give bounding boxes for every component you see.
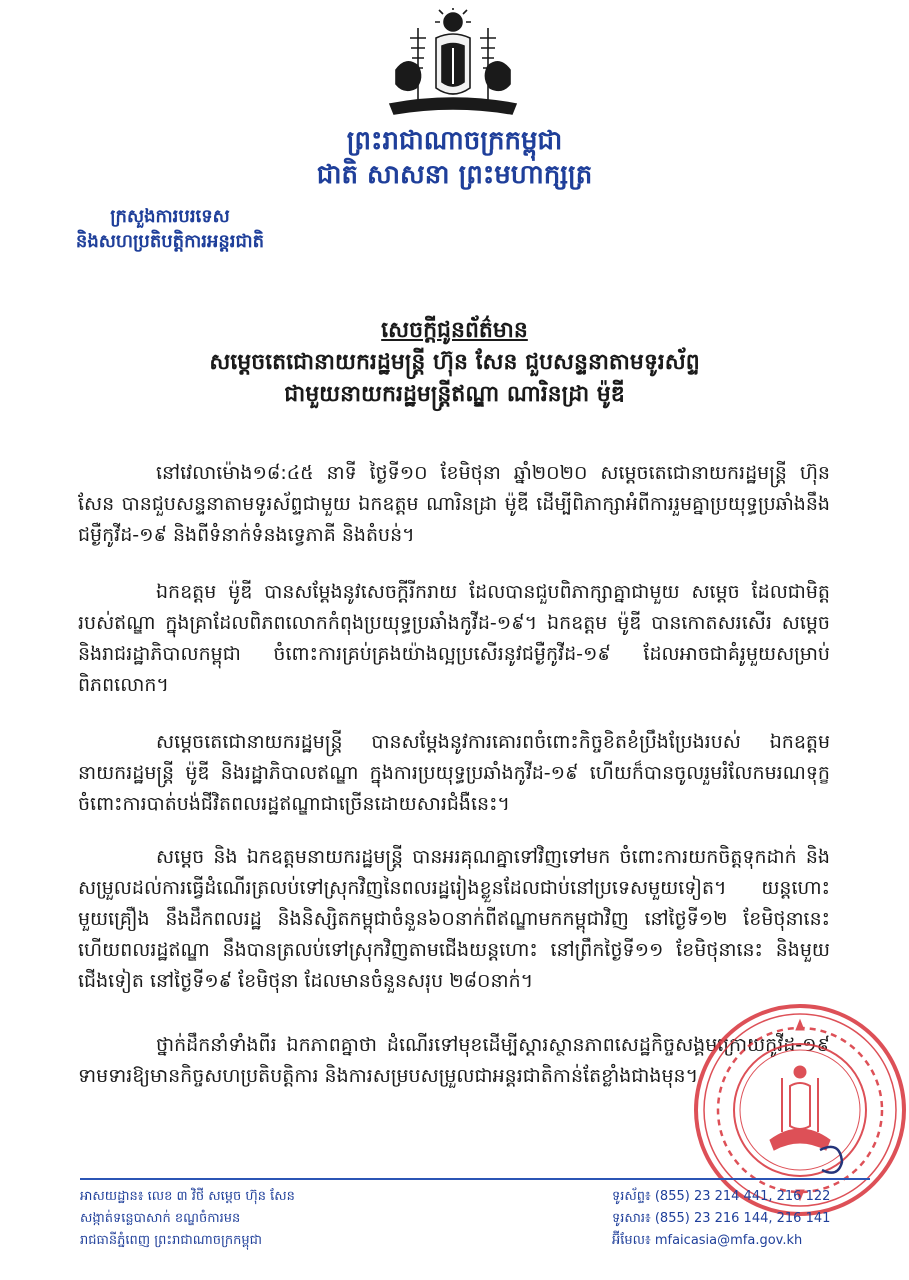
body-paragraph-2: ឯកឧត្តម ម៉ូឌី បានសម្តែងនូវសេចក្តីរីករាយ ដែលបានជួបពិភាក្សាគ្នាជាមួយ សម្តេច ដែលជាមិត្តរបស់ឥណ្ឌា ក្នុងគ្រាដែលពិភពលោកកំពុងប្រយុទ្ធប្រឆាំងកូវីដ-១៩។ ឯកឧត្តម ម៉ូឌី បានកោតសរសើរ សម្តេច និងរាជរដ្ឋាភិបាលកម្ពុជា ចំពោះការគ្រប់គ្រងយ៉ាងល្អប្រសើរនូវជម្ងឺកូវីដ-១៩ ដែលអាចជាគំរូមួយសម្រាប់ពិភពលោក។ [78,581,830,696]
address-line-3: រាជធានីភ្នំពេញ ព្រះរាជាណាចក្រកម្ពុជា [80,1233,262,1248]
document-title-line2: ជាមួយនាយករដ្ឋមន្ត្រីឥណ្ឌា ណារិនដ្រា ម៉ូឌី [284,382,625,407]
footer-address [80,1186,500,1252]
body-paragraph-5: ថ្នាក់ដឹកនាំទាំងពីរ ឯកភាពគ្នាថា ដំណើរទៅមុខដើម្បីស្តារស្ថានភាពសេដ្ឋកិច្ចសង្គមក្រោយកូវីដ-១៩ ទាមទារឱ្យមានកិច្ចសហប្រតិបត្តិការ និងការសម្របសម្រួលជាអន្តរជាតិកាន់តែខ្លាំងជាងមុន។ [78,1034,830,1087]
footer-contacts [612,1186,892,1252]
national-motto: ជាតិ សាសនា ព្រះមហាក្សត្រ [316,160,593,190]
document-title-line1: សម្តេចតេជោនាយករដ្ឋមន្ត្រី ហ៊ុន សែន ជួបសន្ទនាតាមទូរស័ព្ទ [209,350,700,375]
document-type-heading: សេចក្តីជូនព័ត៌មាន [381,318,528,343]
email-address: អ៊ីមែល៖ mfaicasia@mfa.gov.kh [612,1233,803,1248]
royal-coat-of-arms-icon [378,8,528,120]
ministry-name-line2: និងសហប្រតិបត្តិការអន្តរជាតិ [75,231,265,252]
body-paragraph-4: សម្តេច និង ឯកឧត្តមនាយករដ្ឋមន្ត្រី បានអរគុណគ្នាទៅវិញទៅមក ចំពោះការយកចិត្តទុកដាក់ និងសម្រួលដល់ការធ្វើដំណើរត្រលប់ទៅស្រុកវិញនៃពលរដ្ឋរៀងខ្លួនដែលជាប់នៅប្រទេសមួយទៀត។ យន្តហោះមួយគ្រឿង នឹងដឹកពលរដ្ឋ និងនិស្សិតកម្ពុជាចំនួន៦០នាក់ពីឥណ្ឌាមកកម្ពុជាវិញ នៅថ្ងៃទី១២ ខែមិថុនានេះ ហើយពលរដ្ឋឥណ្ឌា នឹងបានត្រលប់ទៅស្រុកវិញតាមជើងយន្តហោះ នៅព្រឹកថ្ងៃទី១១ ខែមិថុនានេះ និងមួយជើងទៀត នៅថ្ងៃទី១៩ ខែមិថុនា ដែលមានចំនួនសរុប ២៨០នាក់។ [78,846,830,992]
phone-number: ទូរស័ព្ទ៖ (855) 23 214 441, 216 122 [612,1189,831,1204]
footer-divider [80,1178,870,1180]
body-paragraph-1: នៅវេលាម៉ោង១៨:៤៥ នាទី ថ្ងៃទី១០ ខែមិថុនា ឆ្នាំ២០២០ សម្តេចតេជោនាយករដ្ឋមន្ត្រី ហ៊ុន សែន បានជួបសន្ទនាតាមទូរស័ព្ទជាមួយ ឯកឧត្តម ណារិនដ្រា ម៉ូឌី ដើម្បីពិភាក្សាអំពីការរួមគ្នាប្រយុទ្ធប្រឆាំងនឹងជម្ងឺកូវីដ-១៩ និងពីទំនាក់ទំនងទ្វេភាគី និងតំបន់។ [78,462,830,546]
ministry-name-line1: ក្រសួងការបរទេស [110,206,230,227]
kingdom-name: ព្រះរាជាណាចក្រកម្ពុជា [346,126,563,156]
fax-number: ទូរសារ៖ (855) 23 216 144, 216 141 [612,1211,831,1226]
body-paragraph-3: សម្តេចតេជោនាយករដ្ឋមន្ត្រី បានសម្តែងនូវការគោរពចំពោះកិច្ចខិតខំប្រឹងប្រែងរបស់ ឯកឧត្តម នាយករដ្ឋមន្ត្រី ម៉ូឌី និងរដ្ឋាភិបាលឥណ្ឌា ក្នុងការប្រយុទ្ធប្រឆាំងកូវីដ-១៩ ហើយក៏បានចូលរួមរំលែកមរណទុក្ខ ចំពោះការបាត់បង់ជីវិតពលរដ្ឋឥណ្ឌាជាច្រើនដោយសារជំងឺនេះ។ [78,731,830,815]
address-line-1: អាសយដ្ឋាន៖ លេខ ៣ វិថី សម្តេច ហ៊ុន សែន [80,1189,295,1204]
address-line-2: សង្កាត់ទន្លេបាសាក់ ខណ្ឌចំការមន [80,1211,241,1226]
